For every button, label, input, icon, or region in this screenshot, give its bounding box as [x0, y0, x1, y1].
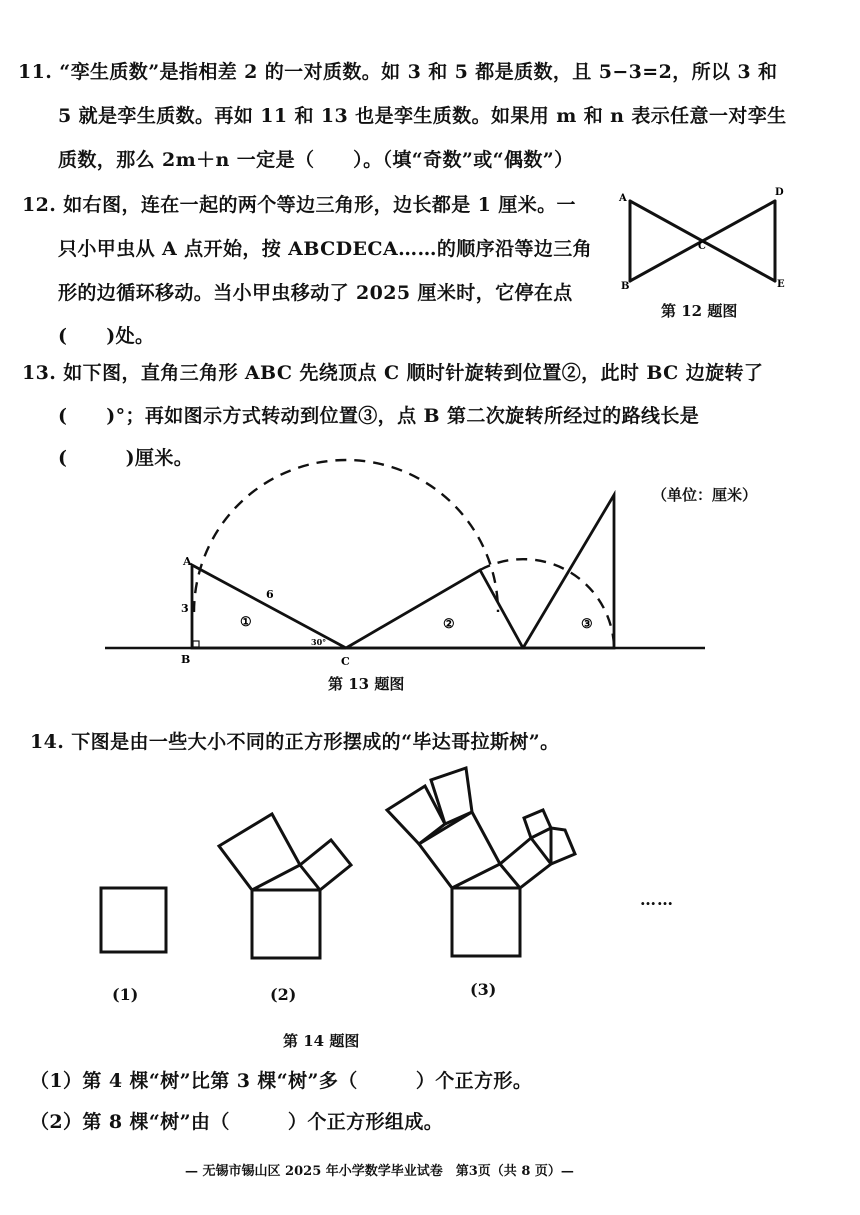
q12-line-3: 形的边循环移动。当小甲虫移动了 2025 厘米时，它停在点 — [58, 282, 573, 304]
q14-tree-1-square — [101, 888, 166, 952]
q14-tree-3 — [365, 760, 595, 965]
q13-angle-label: 30° — [311, 637, 327, 647]
q13-line-2: ( )°；再如图示方式转动到位置③，点 B 第二次旋转所经过的路线长是 — [58, 405, 700, 427]
q14-tree-2-left-branch — [219, 814, 300, 890]
q13-line-1: 13. 如下图，直角三角形 ABC 先绕顶点 C 顺时针旋转到位置②，此时 BC 边旋转了 — [22, 362, 764, 384]
q12-line-1: 12. 如右图，连在一起的两个等边三角形，边长都是 1 厘米。一 — [22, 194, 576, 216]
q14-sub-question-1: （1）第 4 棵“树”比第 3 棵“树”多（ ）个正方形。 — [30, 1070, 533, 1092]
q14-sub-question-2: （2）第 8 棵“树”由（ ）个正方形组成。 — [30, 1111, 444, 1133]
q13-position-3: ③ — [581, 617, 593, 632]
q13-triangle-3 — [523, 495, 614, 648]
q14-tree-2-right-branch — [300, 840, 351, 890]
q14-tree-2-trunk — [252, 890, 320, 958]
q12-label-c: C — [698, 241, 706, 252]
q14-tree-3-twig-2 — [431, 768, 472, 824]
q12-label-b: B — [621, 281, 630, 292]
q12-line-4: ( )处。 — [58, 325, 155, 347]
q13-label-b: B — [181, 653, 191, 666]
q14-tree-3-twig-3 — [524, 810, 551, 838]
q13-position-1: ① — [240, 615, 252, 630]
q13-label-a: A — [183, 555, 192, 568]
q14-tree-3-twig-4 — [551, 828, 575, 864]
q13-arc-second — [480, 559, 614, 646]
q14-caption: 第 14 题图 — [283, 1032, 360, 1050]
q13-position-2: ② — [443, 617, 455, 632]
q12-label-e: E — [777, 279, 785, 290]
q14-ellipsis: …… — [640, 890, 674, 909]
q13-side-ac-label: 6 — [266, 588, 274, 601]
q13-triangle-2 — [346, 570, 523, 648]
q14-label-3: (3) — [470, 980, 497, 999]
q14-tree-1 — [95, 880, 175, 960]
q11-line-3: 质数，那么 2m＋n 一定是（ ）。（填“奇数”或“偶数”） — [58, 149, 574, 171]
q13-label-c: C — [341, 655, 350, 668]
q14-tree-3-right-branch — [500, 838, 551, 888]
q13-line-3: ( )厘米。 — [58, 447, 194, 469]
q12-bowtie-figure — [615, 183, 790, 293]
q14-tree-2 — [205, 800, 365, 965]
q14-label-2: (2) — [270, 985, 297, 1004]
q14-tree-3-trunk — [452, 888, 520, 956]
q12-label-a: A — [619, 193, 627, 204]
q13-unit: （单位：厘米） — [652, 486, 758, 504]
q13-rotation-figure — [100, 485, 710, 668]
q12-label-d: D — [775, 187, 784, 198]
q11-line-1: 11. “孪生质数”是指相差 2 的一对质数。如 3 和 5 都是质数，且 5−3=2，所以 3 和 — [18, 61, 778, 83]
q14-label-1: (1) — [112, 985, 139, 1004]
q12-caption: 第 12 题图 — [661, 302, 738, 320]
q13-right-angle-mark — [193, 641, 199, 647]
q14-intro: 14. 下图是由一些大小不同的正方形摆成的“毕达哥拉斯树”。 — [30, 731, 560, 753]
q12-line-2: 只小甲虫从 A 点开始，按 ABCDECA……的顺序沿等边三角 — [58, 238, 593, 260]
page-footer: — 无锡市锡山区 2025 年小学数学毕业试卷 第3页（共 8 页）— — [185, 1164, 574, 1179]
q13-side-ab-label: 3 — [181, 602, 189, 615]
q13-caption: 第 13 题图 — [328, 675, 405, 693]
q14-tree-3-left-branch — [419, 812, 500, 888]
q13-triangle-1 — [192, 565, 346, 648]
q11-line-2: 5 就是孪生质数。再如 11 和 13 也是孪生质数。如果用 m 和 n 表示任意一对孪生 — [58, 105, 787, 127]
